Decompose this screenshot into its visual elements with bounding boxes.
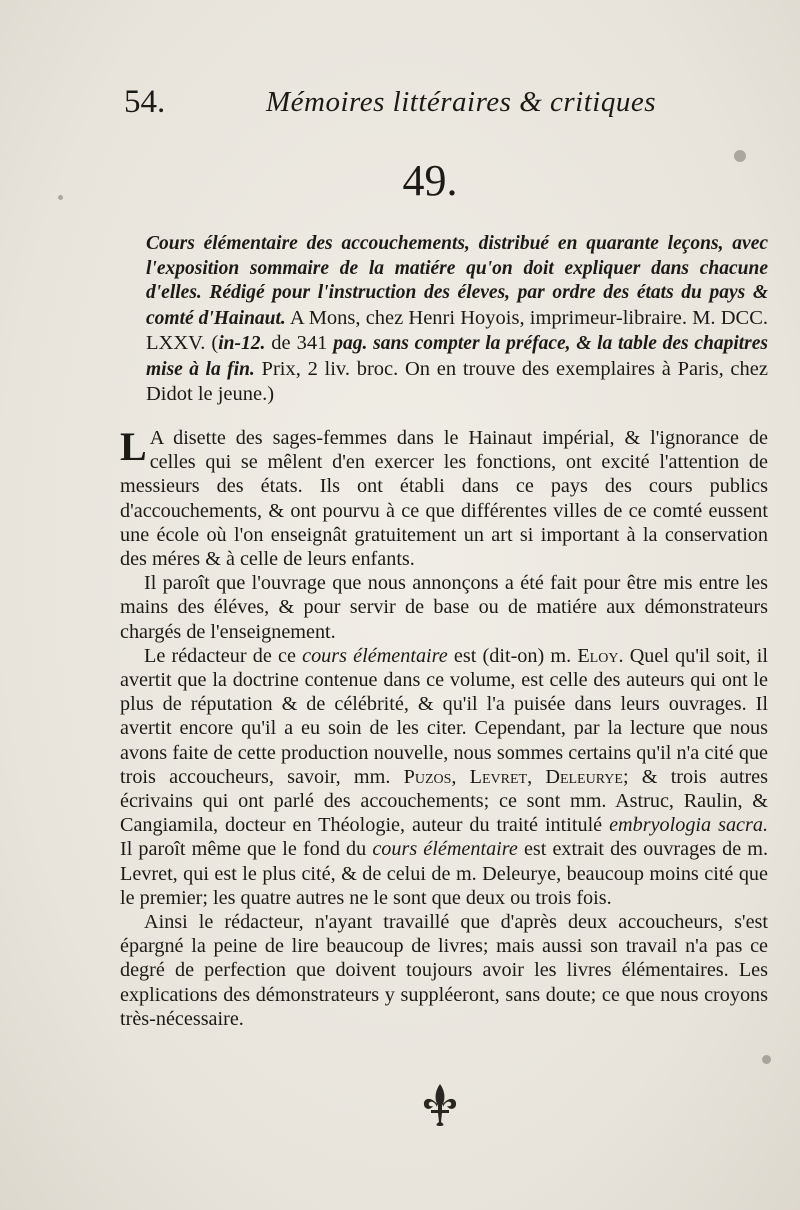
paragraph-text: Il paroît même que le fond du: [120, 838, 373, 861]
running-header: [118, 78, 658, 128]
article-number: 49.: [402, 156, 458, 205]
running-title: Mémoires littéraires & critiques: [266, 86, 656, 118]
paragraph-text: est extrait des ouvrages de m. Levret, qui est le plus cité, & de celui de m. Deleurye, beaucoup moins cité que le premier; les quatre autres ne le sont que deux ou trois fois.: [120, 838, 769, 909]
article-body: [120, 426, 768, 1031]
paragraph-text: Il paroît que l'ouvrage que nous annonçons a été fait pour être mis entre les mains des éléves, & pour servir de base ou de matiére aux démonstrateurs chargés de l'enseignement.: [120, 572, 768, 643]
ink-speck: [762, 1055, 771, 1064]
citation-title: Cours élémentaire des accouchements, distribué en quarante leçons, avec l'exposition sommaire de la matiére qu'on doit expliquer dans chacune d'elles. Rédigé pour l'instruction des éleves, par ordre des états du pays & comté d'Hainaut.: [146, 233, 768, 329]
book-citation: [146, 232, 768, 408]
paragraph-text: Le rédacteur de ce: [144, 644, 303, 667]
paragraph: [120, 910, 768, 1031]
book-title-ref: embryologia sacra.: [609, 814, 768, 837]
author-name: Eloy: [577, 644, 619, 667]
paragraph: [120, 644, 768, 910]
paragraph: [120, 571, 768, 644]
citation-pages-note: pag. sans compter la préface, & la table des chapitres mise à la fin.: [146, 333, 768, 380]
fleur-de-lis-icon: [420, 1082, 460, 1128]
citation-pages: de 341: [265, 332, 334, 354]
paragraph-text: est (dit-on) m.: [447, 644, 578, 667]
book-title-ref: cours élémentaire: [372, 838, 518, 861]
citation-format: in-12.: [218, 333, 266, 354]
citation-imprint: A Mons, chez Henri Hoyois, imprimeur-libraire. M. DCC. LXXV. (: [146, 306, 768, 354]
page-number: 54.: [124, 84, 166, 120]
paragraph-text: . Quel qu'il soit, il avertit que la doctrine contenue dans ce volume, est celle des auteurs qui ont le plus de réputation & de célébrité, & qu'il l'a puisée dans leurs ouvrages. Il avertit encore qu'il a eu soin de les citer. Cependant, par la lecture que nous avons faite de cette production nouvelle, nous sommes certains qu'il n'a cité que trois accoucheurs, savoir, mm.: [120, 644, 768, 788]
paragraph-text: ; & trois autres écrivains qui ont parlé des accouchements; ce sont mm. Astruc, Raulin, & Cangiamila, docteur en Théologie, auteur du traité intitulé: [120, 765, 769, 837]
paragraph-text: A disette des sages-femmes dans le Hainaut impérial, & l'ignorance de celles qui se mêlent d'en exercer les fonctions, ont excité l'attention de messieurs des états. Ils ont établi dans ce pays des cours publics d'accouchements, & ont pourvu à ce que différentes villes de ce comté eussent une école où l'on enseignât gratuitement un art si important à la conservation des méres & à celle de leurs enfants.: [120, 427, 768, 571]
author-names: Puzos, Levret, Deleurye: [403, 765, 623, 788]
drop-cap: L: [120, 424, 147, 469]
paragraph: [120, 426, 768, 571]
citation-price: Prix, 2 liv. broc. On en trouve des exemplaires à Paris, chez Didot le jeune.): [146, 357, 768, 405]
paragraph-text: Ainsi le rédacteur, n'ayant travaillé que d'après deux accoucheurs, s'est épargné la peine de lire beaucoup de livres; mais aussi son travail n'a pas ce degré de perfection que doivent toujours avoir les livres élémentaires. Les explications des démonstrateurs y suppléeront, sans doute; ce que nous croyons très-nécessaire.: [120, 911, 768, 1030]
book-title-ref: cours élémentaire: [302, 644, 448, 667]
